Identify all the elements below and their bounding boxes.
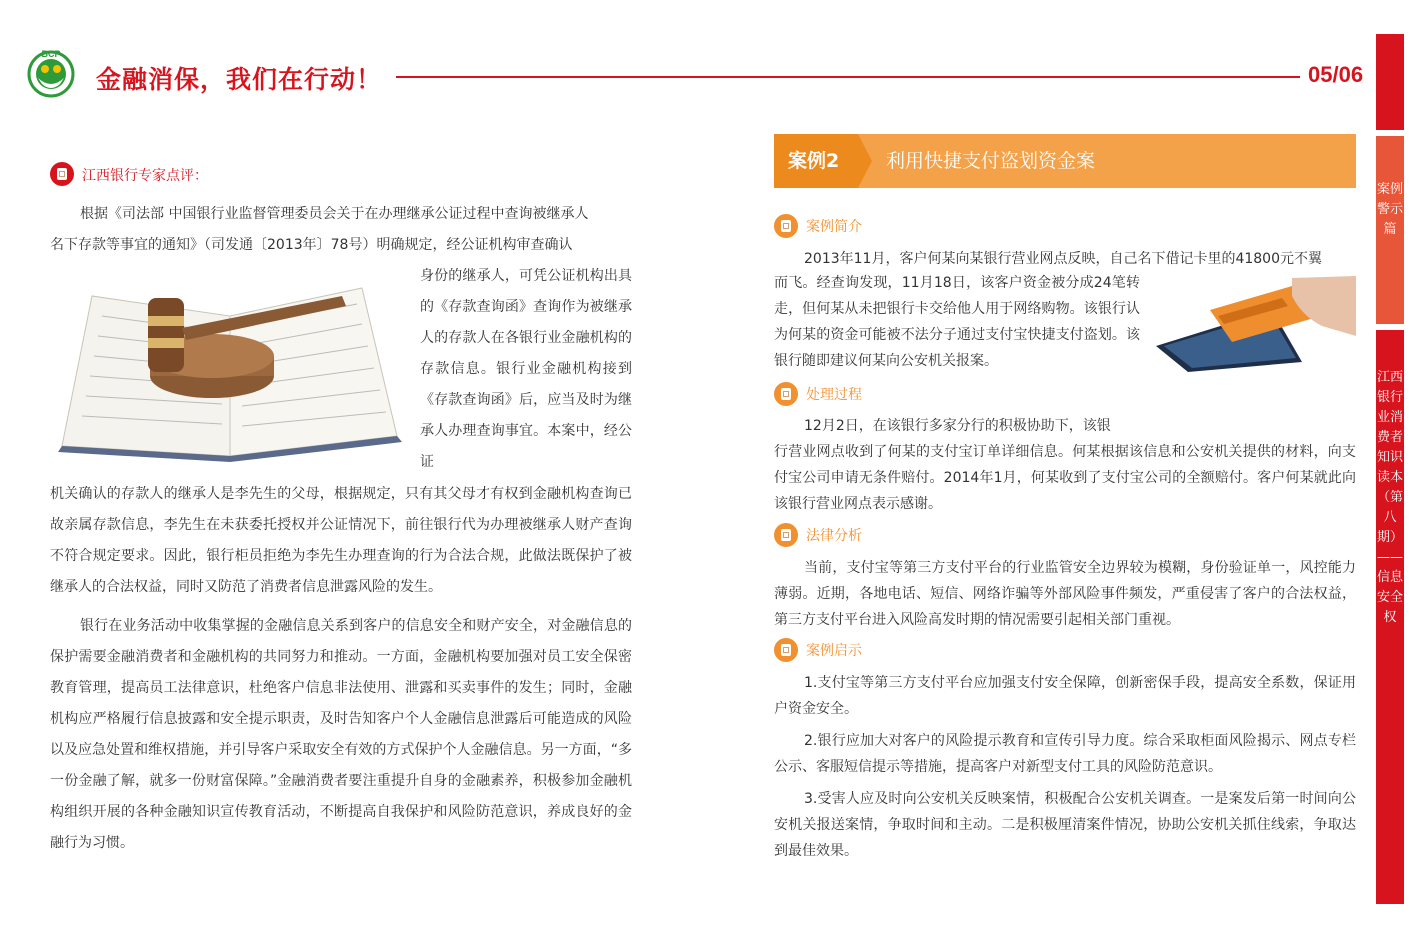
section-icon bbox=[774, 382, 798, 406]
section-heading-lessons: 案例启示 bbox=[774, 638, 862, 662]
list-item: 1.支付宝等第三方支付平台应加强支付安全保障，创新密保手段，提高安全系数，保证用户资金安全。 bbox=[774, 675, 1356, 717]
bcp-logo-icon bbox=[26, 48, 76, 98]
section-icon bbox=[774, 523, 798, 547]
gavel-book-illustration bbox=[52, 276, 408, 466]
section-icon bbox=[774, 638, 798, 662]
list-item: 2.银行应加大对客户的风险提示教育和宣传引导力度。综合采取柜面风险揭示、网点专栏公示、客服短信提示等措施，提高客户对新型支付工具的风险防范意识。 bbox=[774, 733, 1356, 775]
paragraph-body: 当前，支付宝等第三方支付平台的行业监管安全边界较为模糊，身份验证单一，风控能力薄弱。近期，各地电话、短信、网络诈骗等外部风险事件频发，严重侵害了客户的合法权益，第三方支付平台进入风险高发时期的情况需要引起相关部门重视。 bbox=[774, 560, 1356, 628]
comment-title: 江西银行专家点评： bbox=[82, 168, 208, 184]
paragraph-line: 2013年11月，客户何某向某银行营业网点反映，自己名下借记卡里的41800元不翼 bbox=[804, 251, 1322, 267]
side-tab-book-title bbox=[1376, 330, 1404, 904]
section-icon bbox=[774, 214, 798, 238]
section-heading-intro: 案例简介 bbox=[774, 214, 862, 238]
paragraph-wrap: 而飞。经查询发现，11月18日，该客户资金被分成24笔转走，但何某从未把银行卡交给他人用于网络购物。该银行认为何某的资金可能被不法分子通过支付宝快捷支付盗划。该银行随即建议何某向公安机关报案。 bbox=[774, 275, 1140, 369]
side-tab-section[interactable] bbox=[1376, 136, 1404, 324]
list-item: 3.受害人应及时向公安机关反映案情，积极配合公安机关调查。一是案发后第一时间向公安机关报送案情，争取时间和主动。二是积极厘清案件情况，协助公安机关抓住线索，争取达到最佳效果。 bbox=[774, 791, 1356, 859]
side-tab-top bbox=[1376, 34, 1404, 130]
paragraph-body: 银行在业务活动中收集掌握的金融信息关系到客户的信息安全和财产安全，对金融信息的保护需要金融消费者和金融机构的共同努力和推动。一方面，金融机构要加强对员工安全保密教育管理，提高员工法律意识，杜绝客户信息非法使用、泄露和买卖事件的发生；同时，金融机构应严格履行信息披露和安全提示职责，及时告知客户个人金融信息泄露后可能造成的风险以及应急处置和维权措施，并引导客户采取安全有效的方式保护个人金融信息。另一方面，“多一份金融了解，就多一份财富保障。”金融消费者要注重提升自身的金融素养，积极参加金融机构组织开展的各种金融知识宣传教育活动，不断提高自我保护和风险防范意识，养成良好的金融行为习惯。 bbox=[50, 618, 632, 851]
logo-text: BCP bbox=[41, 49, 61, 59]
case-tag: 案例2 bbox=[774, 134, 858, 188]
paragraph-line: 12月2日，在该银行多家分行的积极协助下，该银 bbox=[804, 418, 1111, 434]
case-banner bbox=[774, 134, 1356, 188]
paragraph-body: 机关确认的存款人的继承人是李先生的父母，根据规定，只有其父母才有权到金融机构查询已故亲属存款信息，李先生在未获委托授权并公证情况下，前往银行代为办理被继承人财产查询不符合规定要求。因此，银行柜员拒绝为李先生办理查询的行为合法合规，此做法既保护了被继承人的合法权益，同时又防范了消费者信息泄露风险的发生。 bbox=[50, 486, 632, 595]
paragraph-wrap: 身份的继承人，可凭公证机构出具的《存款查询函》查询作为被继承人的存款人在各银行业金融机构的存款信息。银行业金融机构接到《存款查询函》后，应当及时为继承人办理查询事宜。本案中，经公证 bbox=[420, 268, 632, 470]
paragraph-line: 根据《司法部 中国银行业监督管理委员会关于在办理继承公证过程中查询被继承人 bbox=[80, 206, 589, 222]
header-divider bbox=[396, 76, 1300, 78]
paragraph-body: 行营业网点收到了何某的支付宝订单详细信息。何某根据该信息和公安机关提供的材料，向支付宝公司申请无条件赔付。2014年1月，何某收到了支付宝公司的全额赔付。客户何某就此向该银行营业网点表示感谢。 bbox=[774, 444, 1356, 512]
page-number: 05/06 bbox=[1308, 62, 1364, 87]
comment-icon bbox=[50, 162, 74, 186]
section-heading-process: 处理过程 bbox=[774, 382, 862, 406]
side-tab-section-label: 案例警示篇 bbox=[1376, 182, 1403, 237]
paragraph-line: 名下存款等事宜的通知》（司发通〔2013年〕78号）明确规定，经公证机构审查确认 bbox=[50, 237, 573, 253]
case-title: 利用快捷支付盗划资金案 bbox=[886, 150, 1096, 172]
side-tab-book-title-label: 江西银行业消费者知识读本（第八期）——信息安全权 bbox=[1376, 370, 1403, 625]
header-slogan: 金融消保，我们在行动！ bbox=[96, 65, 383, 94]
phone-card-illustration bbox=[1152, 276, 1356, 372]
section-heading-legal: 法律分析 bbox=[774, 523, 862, 547]
